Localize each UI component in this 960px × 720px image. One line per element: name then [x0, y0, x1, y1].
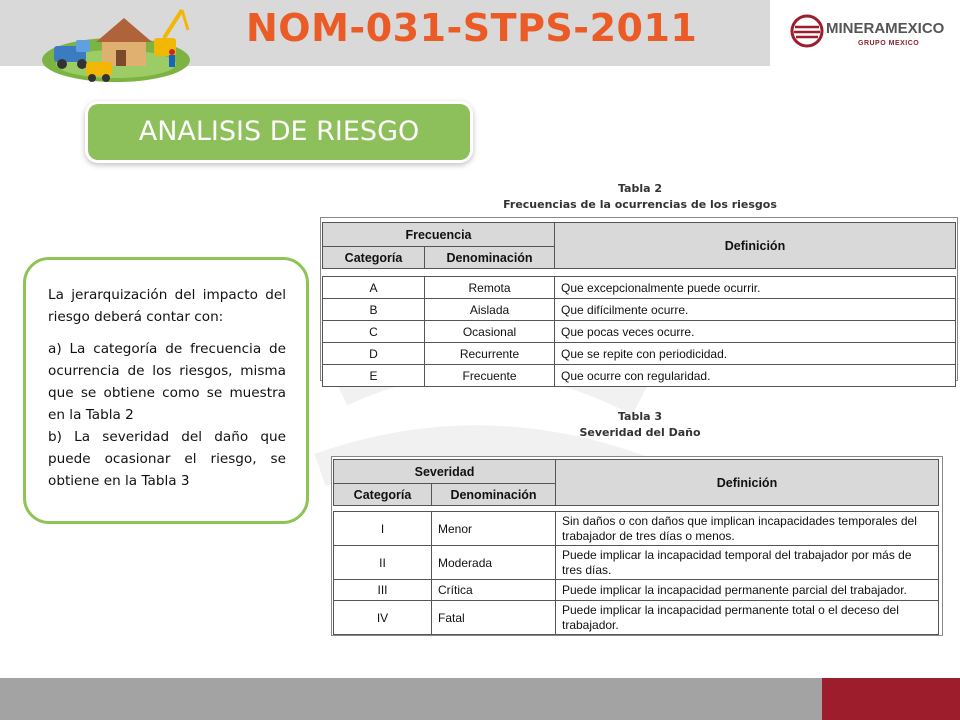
table3-caption-subtitle: Severidad del Daño [579, 426, 701, 439]
mineramexico-logo-icon [790, 14, 824, 48]
severity-table [333, 459, 939, 635]
denomination-cell: Menor [432, 512, 556, 546]
section-label: ANALISIS DE RIESGO [88, 104, 470, 160]
table-row [323, 343, 956, 365]
definition-cell: Que excepcionalmente puede ocurrir. [555, 277, 956, 299]
denomination-cell: Fatal [432, 601, 556, 635]
category-header: Categoría [334, 484, 432, 506]
category-cell: B [323, 299, 425, 321]
denomination-header: Denominación [432, 484, 556, 506]
table2-caption-subtitle: Frecuencias de la ocurrencias de los riesgos [503, 198, 777, 211]
denomination-header: Denominación [425, 247, 555, 269]
table-row [334, 512, 939, 546]
requirements-textbox [23, 257, 309, 524]
denomination-cell: Moderada [432, 546, 556, 580]
table2-caption-title: Tabla 2 [617, 182, 663, 195]
table2-caption [470, 181, 810, 213]
table-row [323, 299, 956, 321]
definition-cell: Que pocas veces ocurre. [555, 321, 956, 343]
definition-cell: Que difícilmente ocurre. [555, 299, 956, 321]
page-title: NOM-031-STPS-2011 [246, 6, 698, 50]
definition-header: Definición [556, 460, 939, 506]
footer-accent [822, 678, 960, 720]
table-row [323, 365, 956, 387]
category-cell: I [334, 512, 432, 546]
definition-cell: Puede implicar la incapacidad temporal del trabajador por más de tres días. [556, 546, 939, 580]
frequency-group-header: Frecuencia [323, 223, 555, 247]
definition-cell: Puede implicar la incapacidad permanente parcial del trabajador. [556, 580, 939, 601]
denomination-cell: Aislada [425, 299, 555, 321]
definition-header: Definición [555, 223, 956, 269]
category-cell: IV [334, 601, 432, 635]
denomination-cell: Recurrente [425, 343, 555, 365]
definition-cell: Que ocurre con regularidad. [555, 365, 956, 387]
table-row [323, 321, 956, 343]
brand-subtitle: GRUPO MEXICO [858, 40, 920, 47]
denomination-cell: Ocasional [425, 321, 555, 343]
table3-caption-title: Tabla 3 [617, 410, 663, 423]
definition-cell: Puede implicar la incapacidad permanente total o el deceso del trabajador. [556, 601, 939, 635]
item-b-text: b) La severidad del daño que puede ocasionar el riesgo, se obtiene en la Tabla 3 [48, 429, 286, 489]
footer-bar [0, 678, 822, 720]
denomination-cell: Frecuente [425, 365, 555, 387]
intro-text: La jerarquización del impacto del riesgo deberá contar con: [48, 287, 286, 325]
category-cell: E [323, 365, 425, 387]
table-row [334, 580, 939, 601]
category-cell: III [334, 580, 432, 601]
definition-cell: Sin daños o con daños que implican incapacidades temporales del trabajador de tres días o menos. [556, 512, 939, 546]
table3-caption [470, 409, 810, 441]
category-cell: A [323, 277, 425, 299]
category-cell: II [334, 546, 432, 580]
category-header: Categoría [323, 247, 425, 269]
category-cell: C [323, 321, 425, 343]
brand-logo [790, 14, 945, 53]
denomination-cell: Crítica [432, 580, 556, 601]
construction-illustration [36, 2, 196, 88]
table-row [323, 277, 956, 299]
brand-name: MINERAMEXICO [826, 20, 945, 37]
item-a-text: a) La categoría de frecuencia de ocurrencia de los riesgos, misma que se obtiene como se muestra en la Tabla 2 [48, 341, 286, 423]
frequency-table [322, 222, 956, 387]
table-row [334, 601, 939, 635]
table-row [334, 546, 939, 580]
severity-group-header: Severidad [334, 460, 556, 484]
denomination-cell: Remota [425, 277, 555, 299]
category-cell: D [323, 343, 425, 365]
definition-cell: Que se repite con periodicidad. [555, 343, 956, 365]
